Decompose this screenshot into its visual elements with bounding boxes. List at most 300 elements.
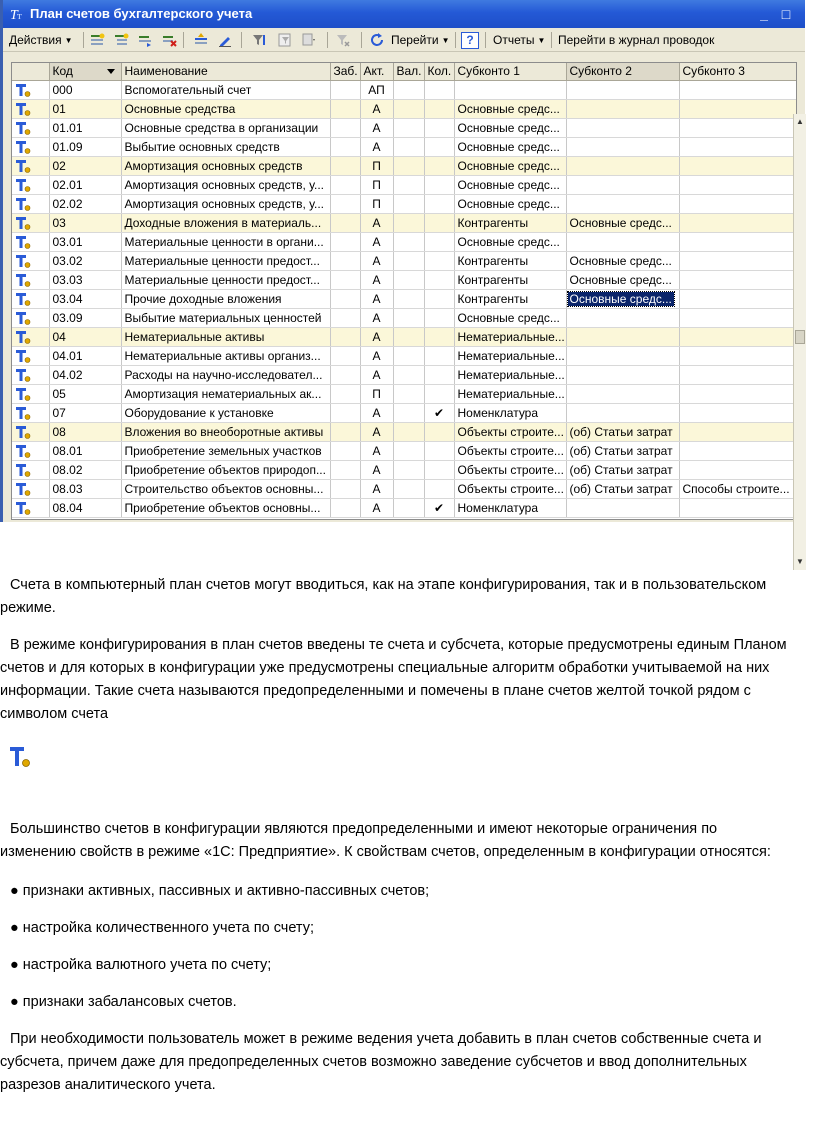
cell-subconto-2[interactable] — [566, 384, 679, 403]
cell-kol[interactable] — [424, 118, 454, 137]
cell-akt[interactable]: П — [360, 175, 393, 194]
cell-val[interactable] — [393, 137, 424, 156]
cell-subconto-2[interactable] — [566, 498, 679, 517]
cell-code[interactable]: 01.09 — [49, 137, 121, 156]
cell-subconto-2[interactable]: (об) Статьи затрат — [566, 441, 679, 460]
cell-name[interactable]: Материальные ценности предост... — [121, 270, 330, 289]
cell-icon — [12, 232, 49, 251]
cell-kol[interactable] — [424, 99, 454, 118]
cell-val[interactable] — [393, 118, 424, 137]
predefined-account-icon — [15, 501, 31, 515]
cell-akt[interactable]: А — [360, 251, 393, 270]
cell-val[interactable] — [393, 422, 424, 441]
cell-subconto-1[interactable]: Нематериальные... — [454, 384, 566, 403]
cell-code[interactable]: 03.02 — [49, 251, 121, 270]
column-header-val[interactable]: Вал. — [393, 63, 424, 80]
cell-subconto-2[interactable] — [566, 80, 679, 99]
cell-code[interactable]: 000 — [49, 80, 121, 99]
cell-zab[interactable] — [330, 270, 360, 289]
table-row[interactable] — [12, 365, 796, 384]
refresh-icon[interactable] — [369, 32, 385, 48]
cell-code[interactable]: 08.04 — [49, 498, 121, 517]
add-group-icon[interactable] — [113, 32, 129, 48]
cell-val[interactable] — [393, 194, 424, 213]
predefined-account-icon — [15, 482, 31, 496]
cell-zab[interactable] — [330, 251, 360, 270]
cell-kol[interactable] — [424, 137, 454, 156]
cell-subconto-2[interactable]: Основные средс... — [566, 251, 679, 270]
cell-kol[interactable] — [424, 156, 454, 175]
filter-list-icon[interactable] — [277, 32, 293, 48]
column-header-zab[interactable]: Заб. — [330, 63, 360, 80]
cell-kol[interactable] — [424, 327, 454, 346]
cell-val[interactable] — [393, 308, 424, 327]
cell-subconto-2[interactable] — [566, 232, 679, 251]
cell-name[interactable]: Основные средства в организации — [121, 118, 330, 137]
cell-icon — [12, 99, 49, 118]
cell-subconto-2[interactable] — [566, 137, 679, 156]
svg-text:Т: Т — [10, 8, 18, 22]
cell-icon — [12, 327, 49, 346]
cell-akt[interactable]: П — [360, 156, 393, 175]
cell-akt[interactable]: АП — [360, 80, 393, 99]
cell-akt[interactable]: А — [360, 422, 393, 441]
cell-akt[interactable]: А — [360, 289, 393, 308]
cell-kol[interactable] — [424, 194, 454, 213]
predefined-account-icon — [15, 216, 31, 230]
column-header-code[interactable]: Код — [49, 63, 121, 80]
cell-subconto-2[interactable] — [566, 403, 679, 422]
cell-subconto-1[interactable]: Основные средс... — [454, 118, 566, 137]
cell-icon — [12, 194, 49, 213]
cell-kol[interactable]: ✔ — [424, 498, 454, 517]
cell-code[interactable]: 02 — [49, 156, 121, 175]
cell-akt[interactable]: А — [360, 441, 393, 460]
cell-val[interactable] — [393, 403, 424, 422]
predefined-account-icon — [8, 744, 32, 768]
predefined-account-icon — [15, 121, 31, 135]
filter-dropdown-icon[interactable] — [301, 32, 317, 48]
cell-icon — [12, 441, 49, 460]
cell-val[interactable] — [393, 346, 424, 365]
table-row[interactable] — [12, 137, 796, 156]
cell-akt[interactable]: А — [360, 460, 393, 479]
cell-icon — [12, 156, 49, 175]
cell-subconto-1[interactable]: Основные средс... — [454, 232, 566, 251]
cell-name[interactable]: Материальные ценности в органи... — [121, 232, 330, 251]
cell-subconto-2[interactable]: Основные средс... — [566, 270, 679, 289]
cell-icon — [12, 479, 49, 498]
cell-zab[interactable] — [330, 384, 360, 403]
cell-subconto-1[interactable]: Основные средс... — [454, 194, 566, 213]
column-header-name[interactable]: Наименование — [121, 63, 330, 80]
actions-menu[interactable]: Действия ▼ — [9, 33, 73, 47]
cell-subconto-2[interactable] — [566, 99, 679, 118]
cell-zab[interactable] — [330, 194, 360, 213]
cell-subconto-2[interactable] — [566, 327, 679, 346]
cell-subconto-3[interactable] — [679, 270, 796, 289]
cell-subconto-1[interactable]: Основные средс... — [454, 308, 566, 327]
cell-subconto-3[interactable] — [679, 441, 796, 460]
cell-name[interactable]: Выбытие материальных ценностей — [121, 308, 330, 327]
cell-subconto-1[interactable]: Объекты строите... — [454, 441, 566, 460]
cell-name[interactable]: Вложения во внеоборотные активы — [121, 422, 330, 441]
clear-filter-icon[interactable] — [335, 32, 351, 48]
cell-subconto-3[interactable] — [679, 422, 796, 441]
cell-name[interactable]: Вспомогательный счет — [121, 80, 330, 99]
cell-subconto-1[interactable]: Объекты строите... — [454, 460, 566, 479]
cell-subconto-1[interactable]: Объекты строите... — [454, 422, 566, 441]
cell-subconto-1[interactable]: Основные средс... — [454, 156, 566, 175]
cell-val[interactable] — [393, 365, 424, 384]
cell-zab[interactable] — [330, 365, 360, 384]
minimize-button[interactable]: _ — [760, 6, 768, 22]
cell-akt[interactable]: А — [360, 232, 393, 251]
cell-code[interactable]: 08.02 — [49, 460, 121, 479]
cell-subconto-3[interactable] — [679, 118, 796, 137]
cell-akt[interactable]: П — [360, 194, 393, 213]
filter-icon[interactable] — [251, 32, 267, 48]
cell-subconto-2[interactable] — [566, 118, 679, 137]
cell-code[interactable]: 01 — [49, 99, 121, 118]
table-row[interactable] — [12, 156, 796, 175]
scroll-up-icon[interactable]: ▲ — [796, 117, 804, 126]
cell-kol[interactable] — [424, 365, 454, 384]
table-row[interactable] — [12, 346, 796, 365]
title-bar[interactable] — [3, 0, 805, 28]
paragraph-1: Счета в компьютерный план счетов могут вводиться, как на этапе конфигурирования, так и в пользовательском режиме. — [0, 577, 767, 616]
cell-zab[interactable] — [330, 403, 360, 422]
cell-akt[interactable]: А — [360, 327, 393, 346]
cell-name[interactable]: Доходные вложения в материаль... — [121, 213, 330, 232]
cell-kol[interactable] — [424, 308, 454, 327]
column-header-subconto-3[interactable]: Субконто 3 — [679, 63, 796, 80]
cell-val[interactable] — [393, 99, 424, 118]
table-row[interactable] — [12, 403, 796, 422]
table-row[interactable] — [12, 251, 796, 270]
cell-kol[interactable] — [424, 213, 454, 232]
predefined-account-icon — [15, 273, 31, 287]
cell-kol[interactable] — [424, 251, 454, 270]
cell-code[interactable]: 02.02 — [49, 194, 121, 213]
cell-subconto-1[interactable] — [454, 80, 566, 99]
cell-kol[interactable] — [424, 80, 454, 99]
reports-menu[interactable]: Отчеты ▼ — [493, 33, 546, 47]
cell-akt[interactable]: А — [360, 365, 393, 384]
cell-zab[interactable] — [330, 289, 360, 308]
cell-zab[interactable] — [330, 308, 360, 327]
edit-icon[interactable] — [217, 32, 233, 48]
predefined-account-icon — [15, 368, 31, 382]
cell-subconto-3[interactable] — [679, 175, 796, 194]
cell-subconto-2[interactable]: (об) Статьи затрат — [566, 460, 679, 479]
cell-name[interactable]: Амортизация основных средств — [121, 156, 330, 175]
predefined-account-icon — [15, 178, 31, 192]
table-row[interactable] — [12, 422, 796, 441]
bullet-item: ● настройка количественного учета по счету; — [10, 920, 315, 936]
delete-icon[interactable] — [161, 32, 177, 48]
cell-name[interactable]: Основные средства — [121, 99, 330, 118]
table-row[interactable] — [12, 175, 796, 194]
cell-subconto-3[interactable] — [679, 460, 796, 479]
cell-kol[interactable]: ✔ — [424, 403, 454, 422]
cell-code[interactable]: 03 — [49, 213, 121, 232]
cell-name[interactable]: Амортизация нематериальных ак... — [121, 384, 330, 403]
table-row[interactable] — [12, 460, 796, 479]
cell-subconto-3[interactable] — [679, 194, 796, 213]
column-header-kol[interactable]: Кол. — [424, 63, 454, 80]
table-row[interactable] — [12, 479, 796, 498]
cell-icon — [12, 308, 49, 327]
cell-subconto-2[interactable] — [566, 175, 679, 194]
cell-subconto-3[interactable] — [679, 327, 796, 346]
cell-name[interactable]: Расходы на научно-исследовател... — [121, 365, 330, 384]
cell-subconto-2[interactable] — [566, 156, 679, 175]
maximize-button[interactable]: □ — [781, 6, 791, 22]
cell-zab[interactable] — [330, 175, 360, 194]
cell-akt[interactable]: А — [360, 498, 393, 517]
cell-subconto-2[interactable]: (об) Статьи затрат — [566, 422, 679, 441]
cell-zab[interactable] — [330, 213, 360, 232]
cell-akt[interactable]: А — [360, 99, 393, 118]
cell-subconto-1[interactable]: Нематериальные... — [454, 327, 566, 346]
selected-cell[interactable]: Основные средс... — [566, 289, 679, 308]
cell-kol[interactable] — [424, 384, 454, 403]
vertical-scrollbar[interactable] — [793, 114, 806, 570]
cell-code[interactable]: 02.01 — [49, 175, 121, 194]
cell-kol[interactable] — [424, 175, 454, 194]
cell-kol[interactable] — [424, 270, 454, 289]
cell-name[interactable]: Приобретение объектов основны... — [121, 498, 330, 517]
table-row[interactable] — [12, 308, 796, 327]
cell-code[interactable]: 03.01 — [49, 232, 121, 251]
add-icon[interactable] — [89, 32, 105, 48]
cell-kol[interactable] — [424, 460, 454, 479]
table-row[interactable] — [12, 99, 796, 118]
toolbar-separator — [455, 32, 456, 48]
cell-icon — [12, 175, 49, 194]
predefined-account-icon — [15, 197, 31, 211]
cell-subconto-3[interactable] — [679, 308, 796, 327]
cell-val[interactable] — [393, 384, 424, 403]
cell-zab[interactable] — [330, 80, 360, 99]
cell-name[interactable]: Оборудование к установке — [121, 403, 330, 422]
goto-menu[interactable]: Перейти ▼ — [391, 33, 450, 47]
predefined-account-icon — [15, 330, 31, 344]
predefined-account-icon — [15, 83, 31, 97]
cell-code[interactable]: 03.09 — [49, 308, 121, 327]
predefined-account-icon-example — [0, 744, 790, 772]
scroll-thumb[interactable] — [795, 330, 805, 344]
table-row[interactable] — [12, 194, 796, 213]
cell-subconto-3[interactable] — [679, 80, 796, 99]
cell-subconto-1[interactable]: Нематериальные... — [454, 365, 566, 384]
table-row[interactable] — [12, 270, 796, 289]
cell-akt[interactable]: А — [360, 479, 393, 498]
cell-icon — [12, 118, 49, 137]
cell-zab[interactable] — [330, 232, 360, 251]
cell-zab[interactable] — [330, 118, 360, 137]
cell-code[interactable]: 08.01 — [49, 441, 121, 460]
cell-subconto-1[interactable]: Контрагенты — [454, 270, 566, 289]
cell-val[interactable] — [393, 80, 424, 99]
cell-name[interactable]: Приобретение объектов природоп... — [121, 460, 330, 479]
cell-code[interactable]: 01.01 — [49, 118, 121, 137]
cell-subconto-3[interactable] — [679, 498, 796, 517]
cell-subconto-3[interactable]: Способы строите... — [679, 479, 796, 498]
cell-val[interactable] — [393, 460, 424, 479]
cell-kol[interactable] — [424, 441, 454, 460]
cell-code[interactable]: 03.03 — [49, 270, 121, 289]
cell-val[interactable] — [393, 441, 424, 460]
cell-val[interactable] — [393, 213, 424, 232]
cell-val[interactable] — [393, 479, 424, 498]
cell-subconto-2[interactable] — [566, 308, 679, 327]
cell-val[interactable] — [393, 289, 424, 308]
cell-val[interactable] — [393, 156, 424, 175]
cell-subconto-1[interactable]: Основные средс... — [454, 137, 566, 156]
cell-kol[interactable] — [424, 422, 454, 441]
cell-val[interactable] — [393, 327, 424, 346]
cell-subconto-1[interactable]: Контрагенты — [454, 213, 566, 232]
cell-name[interactable]: Выбытие основных средств — [121, 137, 330, 156]
cell-icon — [12, 289, 49, 308]
cell-subconto-1[interactable]: Контрагенты — [454, 289, 566, 308]
cell-akt[interactable]: А — [360, 213, 393, 232]
cell-subconto-1[interactable]: Контрагенты — [454, 251, 566, 270]
copy-icon[interactable] — [137, 32, 153, 48]
cell-code[interactable]: 03.04 — [49, 289, 121, 308]
cell-zab[interactable] — [330, 460, 360, 479]
cell-code[interactable]: 08 — [49, 422, 121, 441]
cell-kol[interactable] — [424, 346, 454, 365]
move-icon[interactable] — [193, 32, 209, 48]
cell-subconto-1[interactable]: Объекты строите... — [454, 479, 566, 498]
cell-subconto-3[interactable] — [679, 99, 796, 118]
cell-zab[interactable] — [330, 422, 360, 441]
column-header-akt[interactable]: Акт. — [360, 63, 393, 80]
cell-akt[interactable]: А — [360, 270, 393, 289]
cell-val[interactable] — [393, 270, 424, 289]
cell-subconto-3[interactable] — [679, 403, 796, 422]
cell-kol[interactable] — [424, 289, 454, 308]
table-row[interactable] — [12, 498, 796, 517]
cell-subconto-2[interactable] — [566, 365, 679, 384]
cell-code[interactable]: 05 — [49, 384, 121, 403]
cell-code[interactable]: 04 — [49, 327, 121, 346]
cell-subconto-1[interactable]: Номенклатура — [454, 403, 566, 422]
cell-akt[interactable]: А — [360, 403, 393, 422]
cell-akt[interactable]: А — [360, 346, 393, 365]
cell-zab[interactable] — [330, 441, 360, 460]
cell-val[interactable] — [393, 232, 424, 251]
bullet-item: ● признаки забалансовых счетов. — [10, 994, 237, 1010]
cell-subconto-3[interactable] — [679, 232, 796, 251]
grid-body — [12, 80, 796, 517]
cell-subconto-3[interactable] — [679, 365, 796, 384]
cell-name[interactable]: Нематериальные активы организ... — [121, 346, 330, 365]
cell-subconto-3[interactable] — [679, 137, 796, 156]
cell-subconto-1[interactable]: Нематериальные... — [454, 346, 566, 365]
table-row[interactable] — [12, 232, 796, 251]
table-row[interactable] — [12, 327, 796, 346]
table-row[interactable] — [12, 384, 796, 403]
cell-subconto-1[interactable]: Основные средс... — [454, 99, 566, 118]
table-row[interactable] — [12, 80, 796, 99]
cell-code[interactable]: 08.03 — [49, 479, 121, 498]
table-row[interactable] — [12, 441, 796, 460]
cell-subconto-3[interactable] — [679, 213, 796, 232]
toolbar-separator — [183, 32, 184, 48]
scroll-down-icon[interactable]: ▼ — [796, 557, 804, 566]
cell-icon — [12, 213, 49, 232]
paragraph-3: Большинство счетов в конфигурации являются предопределенными и имеют некоторые ограничения по изменению свойств в режиме «1С: Предприятие». К свойствам счетов, определенным в конфигурации относятся: — [0, 821, 771, 860]
cell-code[interactable]: 04.01 — [49, 346, 121, 365]
table-row[interactable] — [12, 213, 796, 232]
cell-name[interactable]: Прочие доходные вложения — [121, 289, 330, 308]
table-row[interactable] — [12, 118, 796, 137]
cell-subconto-3[interactable] — [679, 289, 796, 308]
cell-zab[interactable] — [330, 137, 360, 156]
cell-zab[interactable] — [330, 346, 360, 365]
cell-akt[interactable]: А — [360, 118, 393, 137]
cell-akt[interactable]: А — [360, 308, 393, 327]
cell-subconto-3[interactable] — [679, 251, 796, 270]
cell-subconto-3[interactable] — [679, 156, 796, 175]
cell-zab[interactable] — [330, 498, 360, 517]
cell-val[interactable] — [393, 251, 424, 270]
column-header-subconto-1[interactable]: Субконто 1 — [454, 63, 566, 80]
cell-zab[interactable] — [330, 327, 360, 346]
cell-subconto-2[interactable]: Основные средс... — [566, 213, 679, 232]
cell-subconto-1[interactable]: Номенклатура — [454, 498, 566, 517]
accounts-grid[interactable] — [11, 62, 797, 520]
cell-akt[interactable]: П — [360, 384, 393, 403]
cell-name[interactable]: Нематериальные активы — [121, 327, 330, 346]
cell-subconto-1[interactable]: Основные средс... — [454, 175, 566, 194]
cell-name[interactable]: Строительство объектов основны... — [121, 479, 330, 498]
bullet-item: ● настройка валютного учета по счету; — [10, 957, 272, 973]
cell-code[interactable]: 04.02 — [49, 365, 121, 384]
cell-val[interactable] — [393, 498, 424, 517]
column-header-subconto-2[interactable]: Субконто 2 — [566, 63, 679, 80]
grid-area — [3, 52, 805, 566]
cell-kol[interactable] — [424, 479, 454, 498]
table-row[interactable] — [12, 289, 796, 308]
cell-zab[interactable] — [330, 99, 360, 118]
cell-name[interactable]: Амортизация основных средств, у... — [121, 194, 330, 213]
cell-code[interactable]: 07 — [49, 403, 121, 422]
cell-zab[interactable] — [330, 479, 360, 498]
cell-icon — [12, 498, 49, 517]
help-button[interactable]: ? — [461, 32, 479, 49]
cell-val[interactable] — [393, 175, 424, 194]
cell-akt[interactable]: А — [360, 137, 393, 156]
cell-subconto-2[interactable] — [566, 194, 679, 213]
cell-subconto-3[interactable] — [679, 346, 796, 365]
cell-name[interactable]: Амортизация основных средств, у... — [121, 175, 330, 194]
cell-subconto-2[interactable] — [566, 346, 679, 365]
cell-kol[interactable] — [424, 232, 454, 251]
cell-icon — [12, 80, 49, 99]
svg-text:т: т — [17, 10, 22, 22]
cell-subconto-3[interactable] — [679, 384, 796, 403]
journal-button[interactable]: Перейти в журнал проводок — [558, 33, 715, 47]
cell-subconto-2[interactable]: (об) Статьи затрат — [566, 479, 679, 498]
cell-name[interactable]: Приобретение земельных участков — [121, 441, 330, 460]
cell-zab[interactable] — [330, 156, 360, 175]
cell-name[interactable]: Материальные ценности предост... — [121, 251, 330, 270]
